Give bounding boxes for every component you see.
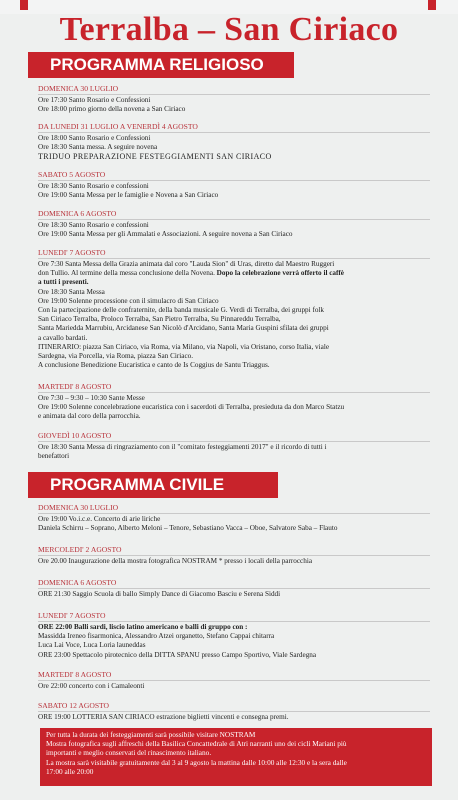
event-block bbox=[38, 248, 430, 370]
event-line: Ore 22:00 concerto con i Camaleonti bbox=[38, 682, 145, 690]
section-banner-religioso: PROGRAMMA RELIGIOSO bbox=[28, 52, 294, 78]
footer-line: Per tutta la durata dei festeggiamenti sarà possibile visitare NOSTRAM bbox=[46, 730, 256, 739]
event-date: DOMENICA 30 LUGLIO bbox=[38, 84, 430, 95]
event-date: DOMENICA 6 AGOSTO bbox=[38, 209, 430, 220]
event-line: Con la partecipazione delle confraternite, della banda musicale G. Verdi di Terralba, dei gruppi folk bbox=[38, 306, 325, 315]
event-line: Ore 18:00 Santo Rosario e Confessioni bbox=[38, 134, 151, 142]
event-block bbox=[38, 611, 430, 660]
footer-line: importanti e meglio conservati del rinascimento italiano. bbox=[46, 748, 212, 758]
event-line: Ore 18:30 Santo Rosario e confessioni bbox=[38, 221, 149, 229]
event-line: Ore 19:00 Santa Messa per gli Ammalati e Associazioni. A seguire novena a San Ciriaco bbox=[38, 230, 293, 239]
event-line: Sardegna, via Porcella, via Roma, piazza San Ciriaco. bbox=[38, 352, 194, 361]
event-line: A conclusione Benedizione Eucaristica e canto de Is Coggius de Santu Triaggus. bbox=[38, 361, 270, 370]
event-date: MARTEDI' 8 AGOSTO bbox=[38, 382, 430, 393]
event-line: ORE 23:00 Spettacolo pirotecnico della DITTA SPANU presso Campo Sportivo, Viale Sardegna bbox=[38, 650, 317, 659]
event-line: Ore 18:30 Santa Messa di ringraziamento con il "comitato festeggiamenti 2017" e il ricordo di tutti i bbox=[38, 443, 327, 451]
event-block bbox=[38, 503, 430, 533]
event-block bbox=[38, 545, 430, 566]
event-line: Ore 18:30 Santa messa. A seguire novena bbox=[38, 143, 158, 152]
event-line: ORE 21:30 Saggio Scuola di ballo Simply Dance di Giacomo Basciu e Serena Siddi bbox=[38, 590, 281, 598]
event-line: Ore 18:00 primo giorno della novena a San Ciriaco bbox=[38, 105, 186, 114]
event-line: e animata dal coro della parrocchia. bbox=[38, 412, 141, 421]
event-line: Ore 20.00 Inaugurazione della mostra fotografica NOSTRAM * presso i locali della parrocchia bbox=[38, 557, 313, 565]
top-accent bbox=[20, 0, 28, 10]
event-block bbox=[38, 670, 430, 691]
event-line: benefattori bbox=[38, 452, 70, 461]
event-line: a cavallo bardati. bbox=[38, 333, 88, 342]
event-line: Santa Mariedda Marrubiu, Arcidanese San Nicolò d'Arcidano, Santa Maria Guspini sfilata dei gruppi bbox=[38, 324, 329, 333]
event-line: Ore 18:30 Santa Messa bbox=[38, 287, 105, 296]
event-line: Ore 19:00 Solenne concelebrazione eucaristica con i sacerdoti di Terralba, presieduta da don Marco Statzu bbox=[38, 403, 345, 412]
event-line: Ore 18:30 Santo Rosario e confessioni bbox=[38, 182, 149, 190]
event-line: Ore 17:30 Santo Rosario e Confessioni bbox=[38, 96, 151, 104]
event-line: Luca Lai Voce, Luca Loria launeddas bbox=[38, 641, 146, 650]
event-date: LUNEDI' 7 AGOSTO bbox=[38, 248, 430, 259]
event-block bbox=[38, 170, 430, 200]
event-date: LUNEDI' 7 AGOSTO bbox=[38, 611, 430, 622]
top-accent bbox=[428, 0, 436, 10]
event-block bbox=[38, 578, 430, 599]
event-block bbox=[38, 701, 430, 722]
event-line: Ore 7:30 Santa Messa della Grazia animata dal coro "Lauda Sion" di Uras, diretto dal Maestro Ruggeri bbox=[38, 260, 335, 268]
event-line: Ore 19:00 Solenne processione con il simulacro di San Ciriaco bbox=[38, 296, 219, 305]
event-line: ORE 19:00 LOTTERIA SAN CIRIACO estrazione biglietti vincenti e consegna premi. bbox=[38, 713, 289, 721]
event-line: a tutti i presenti. bbox=[38, 278, 89, 287]
section-banner-civile: PROGRAMMA CIVILE bbox=[28, 472, 278, 498]
event-date: DA LUNEDI 31 LUGLIO A VENERDÌ 4 AGOSTO bbox=[38, 122, 430, 133]
event-date: SABATO 12 AGOSTO bbox=[38, 701, 430, 712]
event-date: MARTEDI' 8 AGOSTO bbox=[38, 670, 430, 681]
event-line: Ore 19:00 Vo.i.c.e. Concerto di arie liriche bbox=[38, 515, 161, 523]
event-line: Ore 19:00 Santa Messa per le famiglie e Novena a San Ciriaco bbox=[38, 191, 219, 200]
event-date: MERCOLEDI' 2 AGOSTO bbox=[38, 545, 430, 556]
event-date: SABATO 5 AGOSTO bbox=[38, 170, 430, 181]
event-block bbox=[38, 84, 430, 114]
footer-line: 17:00 alle 20:00 bbox=[46, 766, 94, 776]
event-line: Ore 7:30 – 9:30 – 10:30 Sante Messe bbox=[38, 394, 145, 402]
event-date: DOMENICA 30 LUGLIO bbox=[38, 503, 430, 514]
footer-line: La mostra sarà visitabile gratuitamente dal 3 al 9 agosto la mattina dalle 10:00 alle 12:30 e la sera dalle bbox=[46, 757, 347, 767]
event-line: ITINERARIO: piazza San Ciriaco, via Roma, via Milano, via Napoli, via Oristano, corso Italia, viale bbox=[38, 342, 330, 351]
footer-notice bbox=[40, 728, 432, 786]
page-title: Terralba – San Ciriaco bbox=[59, 11, 399, 48]
event-date: DOMENICA 6 AGOSTO bbox=[38, 578, 430, 589]
event-line: Daniela Schirru – Soprano, Alberto Meloni – Tenore, Sebastiano Vacca – Oboe, Salvatore Saba – Flauto bbox=[38, 524, 338, 533]
event-line: ORE 22:00 Balli sardi, liscio latino americano e balli di gruppo con : bbox=[38, 623, 248, 631]
event-line: San Ciriaco Terralba, Proloco Terralba, San Pietro Terralba, Su Pinnareddu Terralba, bbox=[38, 315, 281, 324]
event-block bbox=[38, 431, 430, 461]
footer-line: Mostra fotografica sugli affreschi della Basilica Concattedrale di Atri narranti uno dei cicli Mariani più bbox=[46, 739, 347, 749]
event-date: GIOVEDÌ 10 AGOSTO bbox=[38, 431, 430, 442]
event-block bbox=[38, 382, 430, 422]
event-line: Massidda Ireneo fisarmonica, Alessandro Atzei organetto, Stefano Cappai chitarra bbox=[38, 632, 275, 641]
event-block bbox=[38, 122, 430, 162]
event-line: TRIDUO PREPARAZIONE FESTEGGIAMENTI SAN CIRIACO bbox=[38, 152, 272, 162]
event-block bbox=[38, 209, 430, 239]
event-line: don Tullio. Al termine della messa conclusione della Novena. Dopo la celebrazione verrà offerto il caffè bbox=[38, 269, 344, 278]
